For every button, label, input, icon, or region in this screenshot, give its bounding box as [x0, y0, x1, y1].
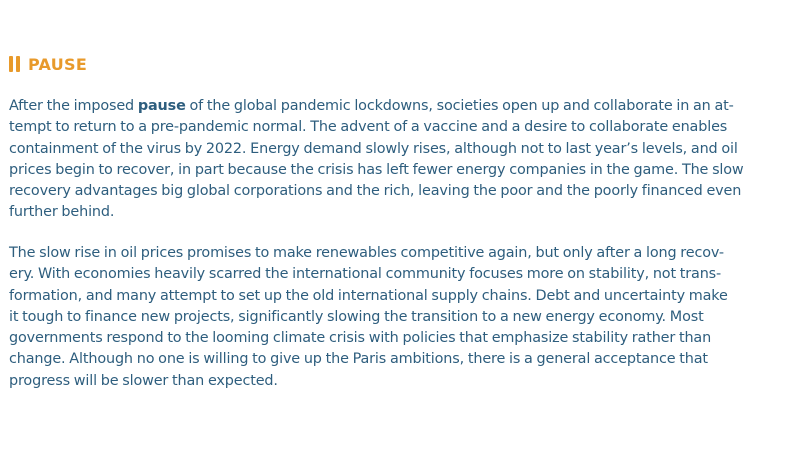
- paragraph-2: [9, 243, 794, 392]
- paragraph-1-line-5: recovery advantages big global corporations and the rich, leaving the poor and the poorly financed even: [9, 183, 742, 200]
- emphasis-pause: pause: [137, 98, 186, 114]
- paragraph-1-line-3: containment of the virus by 2022. Energy demand slowly rises, although not to last year’s levels, and oil: [9, 140, 738, 157]
- paragraph-2-line-6: change. Although no one is willing to give up the Paris ambitions, there is a general acceptance that: [9, 351, 708, 368]
- paragraph-2-line-2: ery. With economies heavily scarred the international community focuses more on stability, not trans-: [9, 266, 722, 283]
- paragraph-2-line-1: The slow rise in oil prices promises to make renewables competitive again, but only after a long recov-: [9, 245, 724, 261]
- paragraph-1-line-4: prices begin to recover, in part because the crisis has left fewer energy companies in the game. The slow: [9, 161, 744, 178]
- paragraph-1-line-2: tempt to return to a pre-pandemic normal. The advent of a vaccine and a desire to collaborate enables: [9, 119, 728, 136]
- paragraph-2-line-4: it tough to finance new projects, significantly slowing the transition to a new energy economy. Most: [9, 308, 704, 325]
- paragraph-1-line-6: further behind.: [9, 204, 115, 221]
- paragraph-2-line-7: progress will be slower than expected.: [9, 372, 278, 389]
- section-title: PAUSE: [28, 54, 88, 74]
- paragraph-1-line-1: [9, 96, 794, 117]
- paragraph-2-line-3: formation, and many attempt to set up the old international supply chains. Debt and uncertainty make: [9, 287, 728, 304]
- section-heading: [9, 54, 87, 74]
- paragraph-2-line-5: governments respond to the looming climate crisis with policies that emphasize stability rather than: [9, 330, 712, 347]
- text-span: After the imposed: [9, 98, 138, 114]
- pause-icon: [9, 56, 20, 72]
- text-span: of the global pandemic lockdowns, societies open up and collaborate in an at-: [185, 98, 734, 114]
- paragraph-1: [9, 96, 794, 224]
